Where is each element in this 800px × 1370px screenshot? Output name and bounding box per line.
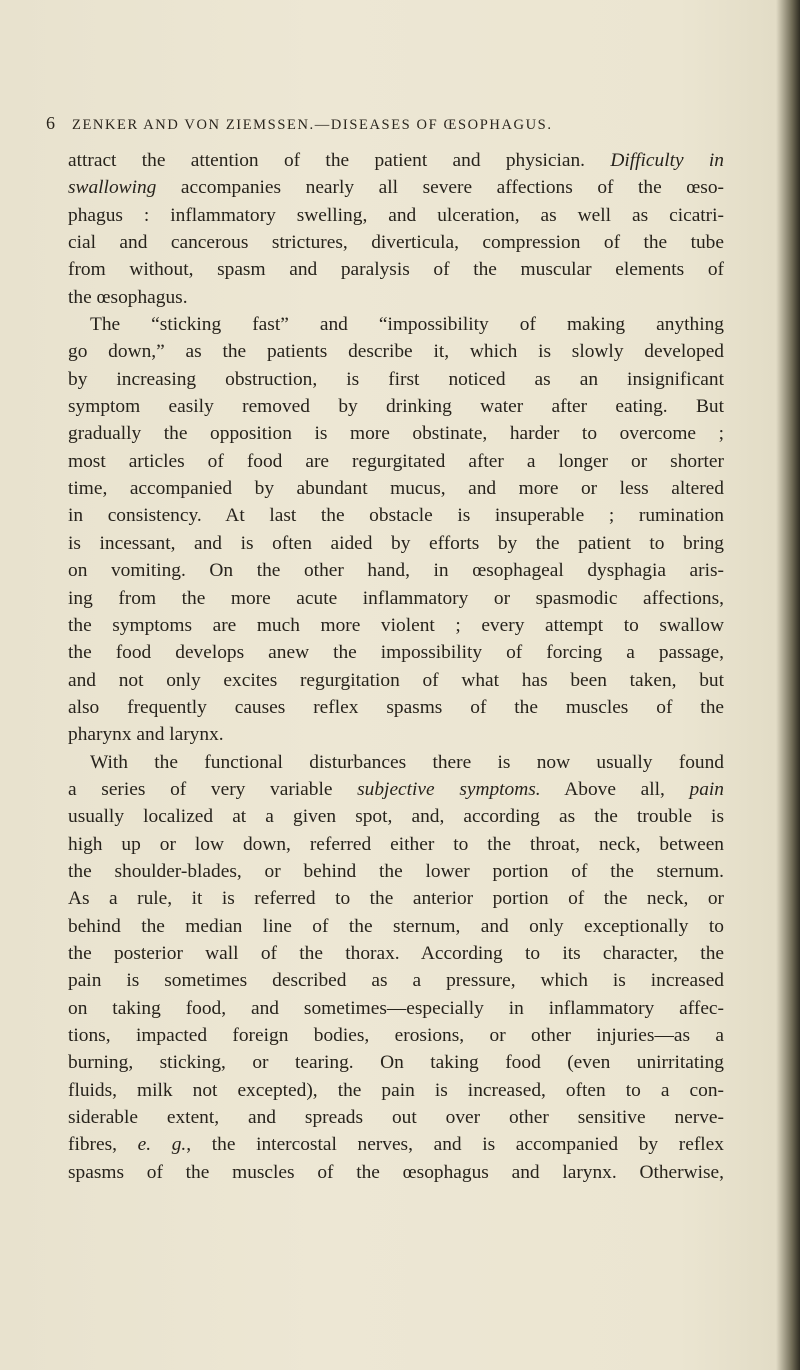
text-span: , the intercostal nerves, and is accompanied by reflex (186, 1134, 724, 1156)
text-line (68, 1159, 724, 1186)
text-span: ing from the more acute inflammatory or spasmodic affections, (68, 587, 724, 609)
text-span: the œsophagus. (68, 286, 188, 308)
text-span: Above all, (540, 778, 690, 800)
text-span: pain is sometimes described as a pressure, which is increased (68, 970, 724, 992)
text-line (68, 995, 724, 1022)
text-span: also frequently causes reflex spasms of the muscles of the (68, 696, 724, 718)
text-line (68, 749, 724, 776)
text-line (68, 1022, 724, 1049)
running-header (46, 113, 726, 134)
italic-text: e. g. (137, 1134, 187, 1156)
text-span: the shoulder-blades, or behind the lower portion of the sternum. (68, 860, 724, 882)
running-title: ZENKER AND VON ZIEMSSEN.—DISEASES OF ŒSOPHAGUS. (72, 117, 553, 133)
italic-text: subjective symptoms. (357, 778, 541, 800)
text-line (68, 885, 724, 912)
text-line (68, 803, 724, 830)
text-span: cial and cancerous strictures, diverticula, compression of the tube (68, 232, 724, 254)
text-line (68, 420, 724, 447)
text-line (68, 147, 724, 174)
text-line (68, 174, 724, 201)
text-line (68, 557, 724, 584)
text-line (68, 202, 724, 229)
text-span: gradually the opposition is more obstinate, harder to overcome ; (68, 423, 724, 445)
text-line (68, 1077, 724, 1104)
text-line (68, 475, 724, 502)
text-span: go down,” as the patients describe it, which is slowly developed (68, 341, 724, 363)
text-line (68, 831, 724, 858)
text-span: As a rule, it is referred to the anterior portion of the neck, or (68, 888, 724, 910)
text-line (68, 940, 724, 967)
text-line (68, 338, 724, 365)
text-line (68, 639, 724, 666)
text-line (68, 694, 724, 721)
text-span: on vomiting. On the other hand, in œsophageal dysphagia aris- (68, 560, 724, 582)
italic-text: pain (689, 778, 724, 800)
text-span: attract the attention of the patient and physician. (68, 150, 611, 171)
text-span: by increasing obstruction, is first noticed as an insignificant (68, 368, 724, 390)
text-span: most articles of food are regurgitated after a longer or shorter (68, 450, 724, 472)
text-line (68, 913, 724, 940)
text-line (68, 1131, 724, 1158)
text-span: and not only excites regurgitation of what has been taken, but (68, 669, 724, 691)
body-text (68, 147, 724, 1186)
italic-text: Difficulty in (610, 150, 725, 171)
text-line (68, 311, 724, 338)
text-span: a series of very variable (68, 778, 358, 800)
text-line (68, 776, 724, 803)
text-line (68, 721, 724, 748)
text-line (68, 858, 724, 885)
text-line (68, 448, 724, 475)
text-span: behind the median line of the sternum, and only exceptionally to (68, 915, 724, 937)
text-span: the symptoms are much more violent ; every attempt to swallow (68, 614, 724, 636)
text-line (68, 256, 724, 283)
text-span: The “sticking fast” and “impossibility of making anything (90, 314, 724, 336)
text-span: in consistency. At last the obstacle is insuperable ; rumination (68, 505, 724, 527)
text-span: the posterior wall of the thorax. According to its character, the (68, 942, 724, 964)
text-line (68, 585, 724, 612)
text-line (68, 229, 724, 256)
text-line (68, 967, 724, 994)
text-span: With the functional disturbances there is now usually found (90, 751, 724, 773)
text-span: is incessant, and is often aided by efforts by the patient to bring (68, 532, 724, 554)
text-line (68, 284, 724, 311)
text-span: fibres, (68, 1134, 138, 1156)
page-number: 6 (46, 113, 55, 133)
text-line (68, 530, 724, 557)
text-span: phagus : inflammatory swelling, and ulceration, as well as cicatri- (68, 204, 724, 226)
text-line (68, 667, 724, 694)
text-span: fluids, milk not excepted), the pain is increased, often to a con- (68, 1079, 724, 1101)
text-span: tions, impacted foreign bodies, erosions, or other injuries—as a (68, 1025, 724, 1046)
text-line (68, 612, 724, 639)
text-span: high up or low down, referred either to the throat, neck, between (68, 833, 724, 855)
text-line (68, 1104, 724, 1131)
text-span: the food develops anew the impossibility of forcing a passage, (68, 642, 724, 664)
text-span: symptom easily removed by drinking water after eating. But (68, 396, 724, 418)
text-span: siderable extent, and spreads out over other sensitive nerve- (68, 1107, 724, 1129)
text-span: usually localized at a given spot, and, according as the trouble is (68, 806, 724, 828)
text-line (68, 1049, 724, 1076)
text-line (68, 366, 724, 393)
text-line (68, 393, 724, 420)
text-span: burning, sticking, or tearing. On taking food (even unirritating (68, 1052, 724, 1074)
text-span: from without, spasm and paralysis of the muscular elements of (68, 259, 724, 281)
text-line (68, 502, 724, 529)
text-span: time, accompanied by abundant mucus, and more or less altered (68, 478, 724, 500)
text-span: on taking food, and sometimes—especially in inflammatory affec- (68, 997, 724, 1019)
text-span: spasms of the muscles of the œsophagus and larynx. Otherwise, (68, 1161, 724, 1183)
italic-text: swallowing (68, 177, 157, 199)
text-span: accompanies nearly all severe affections of the œso- (156, 177, 724, 199)
text-span: pharynx and larynx. (68, 724, 224, 746)
